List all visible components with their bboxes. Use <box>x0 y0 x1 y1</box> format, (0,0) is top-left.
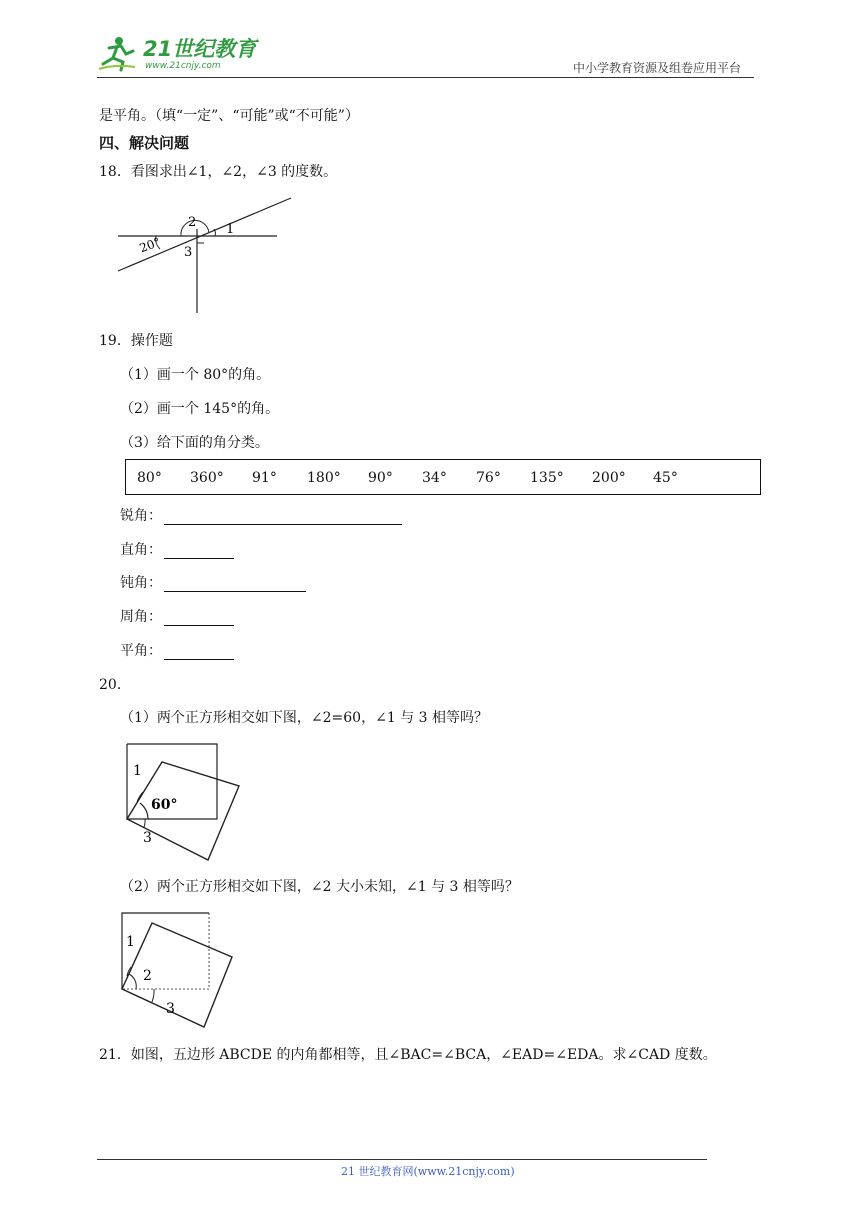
intro-line: 是平角。（填“一定”、“可能”或“不可能”） <box>99 108 359 124</box>
label-1: 1 <box>133 763 142 779</box>
square-2 <box>122 923 232 1027</box>
q20-sub1: （1）两个正方形相交如下图，∠2=60，∠1 与 3 相等吗？ <box>120 710 488 726</box>
angle-3-arc <box>144 819 145 827</box>
answer-blank-straight[interactable] <box>164 645 234 660</box>
angle-2-arc <box>129 974 136 989</box>
angle-value: 200° <box>592 470 626 486</box>
category-acute: 锐角： <box>120 507 402 525</box>
angle-60-arc <box>140 803 148 819</box>
category-full: 周角： <box>120 608 234 626</box>
q19-sub2: （2）画一个 145°的角。 <box>120 401 280 417</box>
answer-blank-full[interactable] <box>164 611 234 626</box>
angle-value: 80° <box>137 470 162 486</box>
angle-value: 180° <box>307 470 341 486</box>
label-3: 3 <box>143 830 152 846</box>
q18-figure <box>115 193 293 315</box>
angle-values-box <box>125 459 761 495</box>
answer-blank-obtuse[interactable] <box>164 577 306 592</box>
category-obtuse: 钝角： <box>120 574 306 592</box>
angle-value: 76° <box>476 470 501 486</box>
angle-value: 91° <box>252 470 277 486</box>
label-1: 1 <box>126 934 135 950</box>
square-1-hidden-edges <box>122 913 209 989</box>
category-straight: 平角： <box>120 642 234 660</box>
question-21: 21．如图，五边形 ABCDE 的内角都相等，且∠BAC=∠BCA，∠EAD=∠EDA。求∠CAD 度数。 <box>99 1047 717 1063</box>
label-60: 60° <box>151 797 178 813</box>
question-19: 19．操作题 <box>99 333 173 349</box>
label-2: 2 <box>188 215 197 230</box>
angle-value: 360° <box>190 470 224 486</box>
category-right: 直角： <box>120 541 234 559</box>
angle-value: 135° <box>530 470 564 486</box>
answer-blank-acute[interactable] <box>164 510 402 525</box>
q20-figure-1 <box>124 741 242 863</box>
label-3: 3 <box>166 1001 175 1017</box>
footer-divider <box>97 1159 707 1160</box>
slanted-line <box>118 198 291 271</box>
label-20: 20° <box>137 234 163 256</box>
answer-blank-right[interactable] <box>164 544 234 559</box>
label-3: 3 <box>184 245 193 260</box>
angle-value: 45° <box>653 470 678 486</box>
angle-value: 90° <box>368 470 393 486</box>
logo-url: www.21cnjy.com <box>145 61 221 71</box>
footer-link[interactable]: 21 世纪教育网(www.21cnjy.com) <box>341 1165 515 1178</box>
header-platform-text: 中小学教育资源及组卷应用平台 <box>573 61 742 75</box>
q20-sub2: （2）两个正方形相交如下图，∠2 大小未知，∠1 与 3 相等吗？ <box>120 879 519 895</box>
header-divider <box>97 77 754 78</box>
q20-figure-2 <box>119 910 237 1032</box>
angle-value: 34° <box>422 470 447 486</box>
q19-sub1: （1）画一个 80°的角。 <box>120 367 271 383</box>
question-20: 20． <box>99 677 131 693</box>
label-2: 2 <box>143 968 152 984</box>
label-1: 1 <box>226 222 235 237</box>
section-title: 四、解决问题 <box>99 134 190 152</box>
logo-text: 21世纪教育 <box>143 37 257 61</box>
header-logo <box>95 34 265 76</box>
question-18: 18．看图求出∠1，∠2，∠3 的度数。 <box>99 164 338 180</box>
square-1-edges <box>122 913 209 989</box>
angle-3-arc <box>152 989 154 1002</box>
q19-sub3: （3）给下面的角分类。 <box>120 435 269 451</box>
